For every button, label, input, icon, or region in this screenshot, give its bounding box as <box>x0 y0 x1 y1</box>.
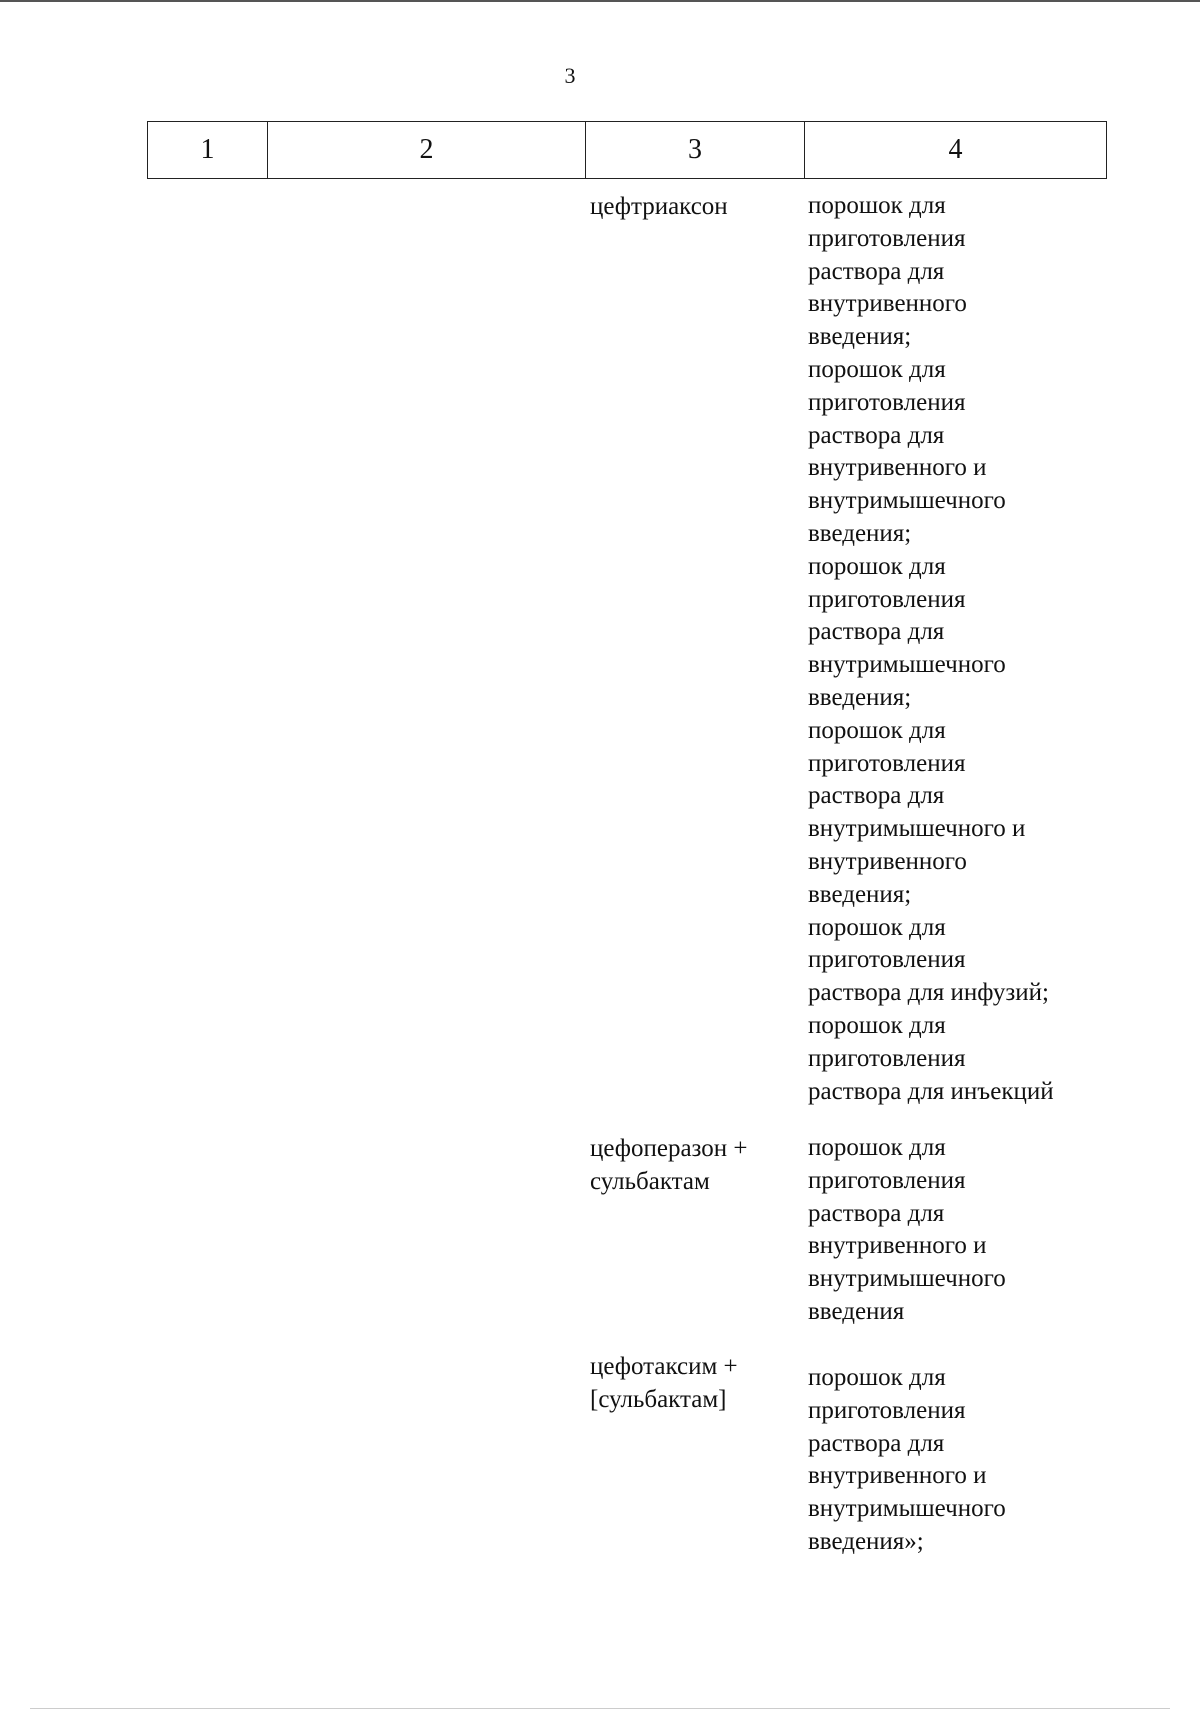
dosage-form-line: приготовления <box>808 224 966 252</box>
dosage-form-cell <box>808 1132 1098 1329</box>
dosage-form-line: раствора для <box>808 782 945 810</box>
dosage-form-line: приготовления <box>808 1396 966 1424</box>
header-cell-2: 2 <box>268 122 586 179</box>
dosage-form-line: порошок для <box>808 1364 946 1391</box>
dosage-form-line: порошок для <box>808 913 946 941</box>
dosage-form-line: раствора для инфузий; <box>808 979 1049 1007</box>
dosage-form-line: порошок для <box>808 192 946 219</box>
dosage-form-cell <box>808 1362 1098 1559</box>
dosage-form-line: порошок для <box>808 355 946 383</box>
drug-name-line: цефтриаксон <box>590 193 728 220</box>
dosage-form-line: внутривенного и <box>808 1232 987 1260</box>
header-cell-4: 4 <box>805 122 1107 179</box>
dosage-form-line: порошок для <box>808 716 946 744</box>
drug-name-cell <box>590 1132 790 1198</box>
dosage-form-line: приготовления <box>808 1166 966 1194</box>
dosage-form-line: приготовления <box>808 388 966 416</box>
dosage-form-line: раствора для <box>808 257 945 285</box>
dosage-form-line: раствора для инъекций <box>808 1077 1054 1105</box>
drug-name-cell <box>590 190 790 223</box>
header-cell-1: 1 <box>148 122 268 179</box>
header-cell-3: 3 <box>586 122 805 179</box>
dosage-form-line: порошок для <box>808 552 946 580</box>
dosage-form-line: раствора для <box>808 618 945 646</box>
dosage-form-line: приготовления <box>808 585 966 613</box>
dosage-form-line: раствора для <box>808 421 945 449</box>
dosage-form-line: внутривенного и <box>808 1462 987 1490</box>
scan-edge-top <box>0 0 1200 2</box>
column-number-header <box>147 121 1107 179</box>
dosage-form-line: внутривенного и <box>808 454 987 482</box>
drug-name-line: цефоперазон + <box>590 1135 748 1162</box>
dosage-form-line: раствора для <box>808 1199 945 1227</box>
page-number: 3 <box>564 63 576 88</box>
dosage-form-line: приготовления <box>808 749 966 777</box>
dosage-form-line: внутримышечного <box>808 651 1006 679</box>
dosage-form-line: внутримышечного <box>808 1265 1006 1293</box>
dosage-form-line: внутривенного <box>808 290 967 318</box>
drug-name-cell <box>590 1350 790 1416</box>
dosage-form-line: введения <box>808 1297 905 1325</box>
dosage-form-line: введения»; <box>808 1527 924 1555</box>
dosage-form-line: порошок для <box>808 1134 946 1161</box>
dosage-form-line: введения; <box>808 519 912 547</box>
dosage-form-line: раствора для <box>808 1429 945 1457</box>
dosage-form-line: введения; <box>808 323 912 351</box>
dosage-form-line: внутримышечного и <box>808 815 1026 843</box>
dosage-form-line: введения; <box>808 683 912 711</box>
dosage-form-line: внутримышечного <box>808 487 1006 515</box>
dosage-form-line: внутривенного <box>808 847 967 875</box>
scan-edge-bottom <box>30 1708 1170 1709</box>
drug-name-line: [сульбактам] <box>590 1386 727 1413</box>
dosage-form-cell <box>808 190 1098 1108</box>
dosage-form-line: введения; <box>808 880 912 908</box>
dosage-form-line: порошок для <box>808 1011 946 1039</box>
drug-name-line: сульбактам <box>590 1168 710 1195</box>
dosage-form-line: внутримышечного <box>808 1495 1006 1523</box>
dosage-form-line: приготовления <box>808 946 966 974</box>
header-row <box>148 122 1107 179</box>
dosage-form-line: приготовления <box>808 1044 966 1072</box>
drug-name-line: цефотаксим + <box>590 1353 738 1380</box>
